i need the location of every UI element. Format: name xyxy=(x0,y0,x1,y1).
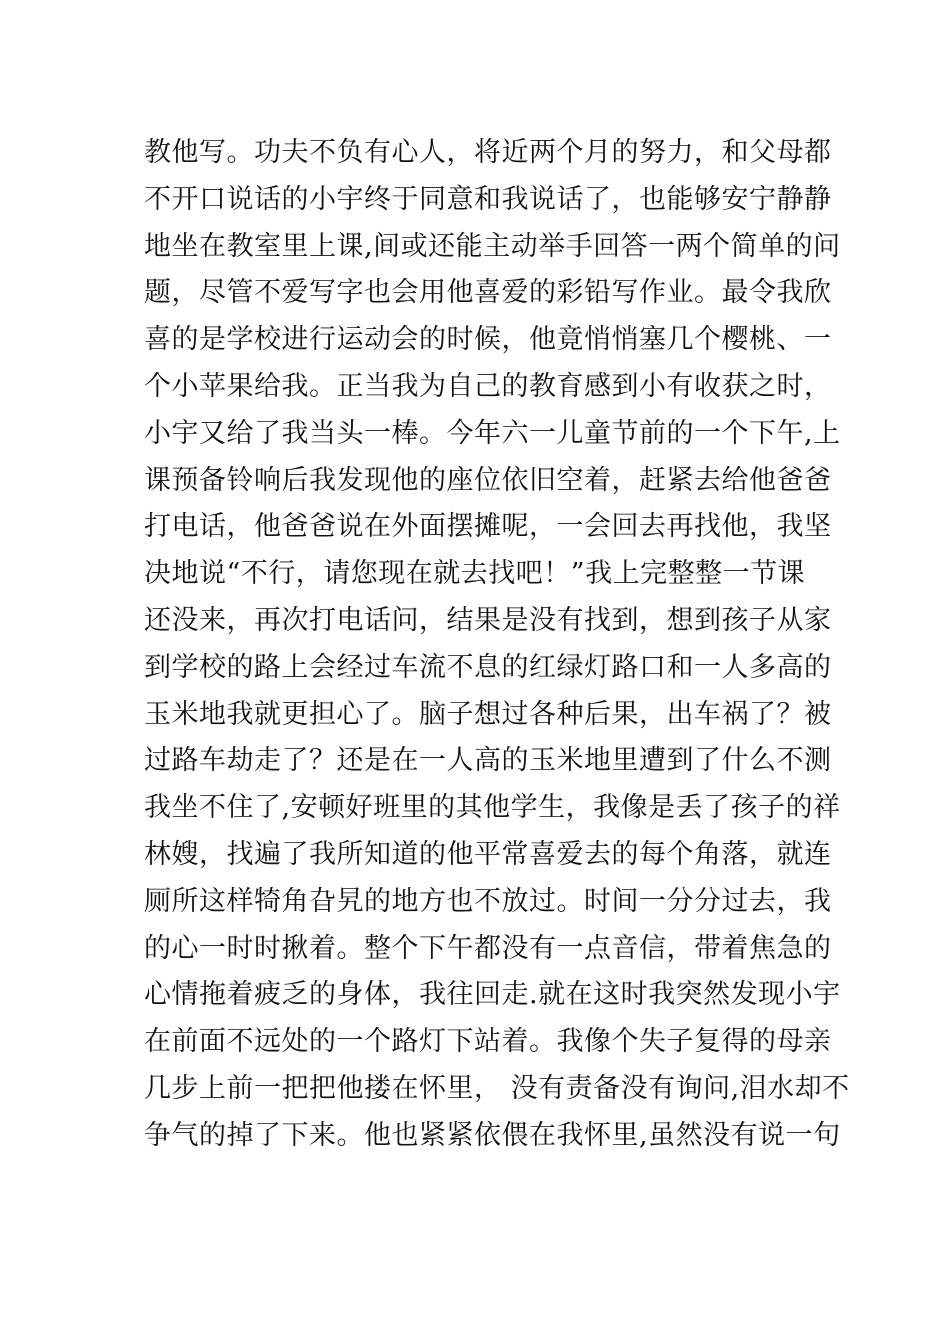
text-line: 林嫂，找遍了我所知道的他平常喜爱去的每个角落，就连 xyxy=(144,838,832,870)
text-line: 厕所这样犄角旮旯的地方也不放过。时间一分分过去，我 xyxy=(144,885,832,917)
text-line: 地坐在教室里上课,间或还能主动举手回答一两个简单的问 xyxy=(144,230,841,262)
text-line: 喜的是学校进行运动会的时候，他竟悄悄塞几个樱桃、一 xyxy=(144,324,832,356)
text-line: 小宇又给了我当头一棒。今年六一儿童节前的一个下午,上 xyxy=(144,417,841,449)
text-line: 争气的掉了下来。他也紧紧依偎在我怀里,虽然没有说一句 xyxy=(144,1119,841,1151)
text-line: 题，尽管不爱写字也会用他喜爱的彩铅写作业。最令我欣 xyxy=(144,277,832,309)
text-line: 教他写。功夫不负有心人，将近两个月的努力，和父母都 xyxy=(144,137,832,168)
text-line: 打电话，他爸爸说在外面摆摊呢，一会回去再找他，我坚 xyxy=(144,511,832,543)
text-line: 课预备铃响后我发现他的座位依旧空着，赶紧去给他爸爸 xyxy=(144,464,832,496)
text-line: 个小苹果给我。正当我为自己的教育感到小有收获之时， xyxy=(144,370,832,402)
text-line: 过路车劫走了？还是在一人高的玉米地里遭到了什么不测 xyxy=(144,745,832,777)
text-line: 几步上前一把把他搂在怀里， 没有责备没有询问,泪水却不 xyxy=(144,1072,850,1104)
body-text xyxy=(144,130,850,1160)
text-line: 决地说“不行，请您现在就去找吧！”我上完整整一节课 xyxy=(144,558,806,590)
text-line: 还没来，再次打电话问，结果是没有找到，想到孩子从家 xyxy=(144,604,832,636)
text-line: 在前面不远处的一个路灯下站着。我像个失子复得的母亲 xyxy=(144,1026,832,1058)
text-line: 心情拖着疲乏的身体，我往回走.就在这时我突然发现小宇 xyxy=(144,979,841,1011)
text-line: 的心一时时揪着。整个下午都没有一点音信，带着焦急的 xyxy=(144,932,832,964)
text-line: 不开口说话的小宇终于同意和我说话了，也能够安宁静静 xyxy=(144,183,832,215)
text-line: 我坐不住了,安顿好班里的其他学生，我像是丢了孩子的祥 xyxy=(144,792,841,824)
text-line: 到学校的路上会经过车流不息的红绿灯路口和一人多高的 xyxy=(144,651,832,683)
text-line: 玉米地我就更担心了。脑子想过各种后果，出车祸了？被 xyxy=(144,698,832,730)
